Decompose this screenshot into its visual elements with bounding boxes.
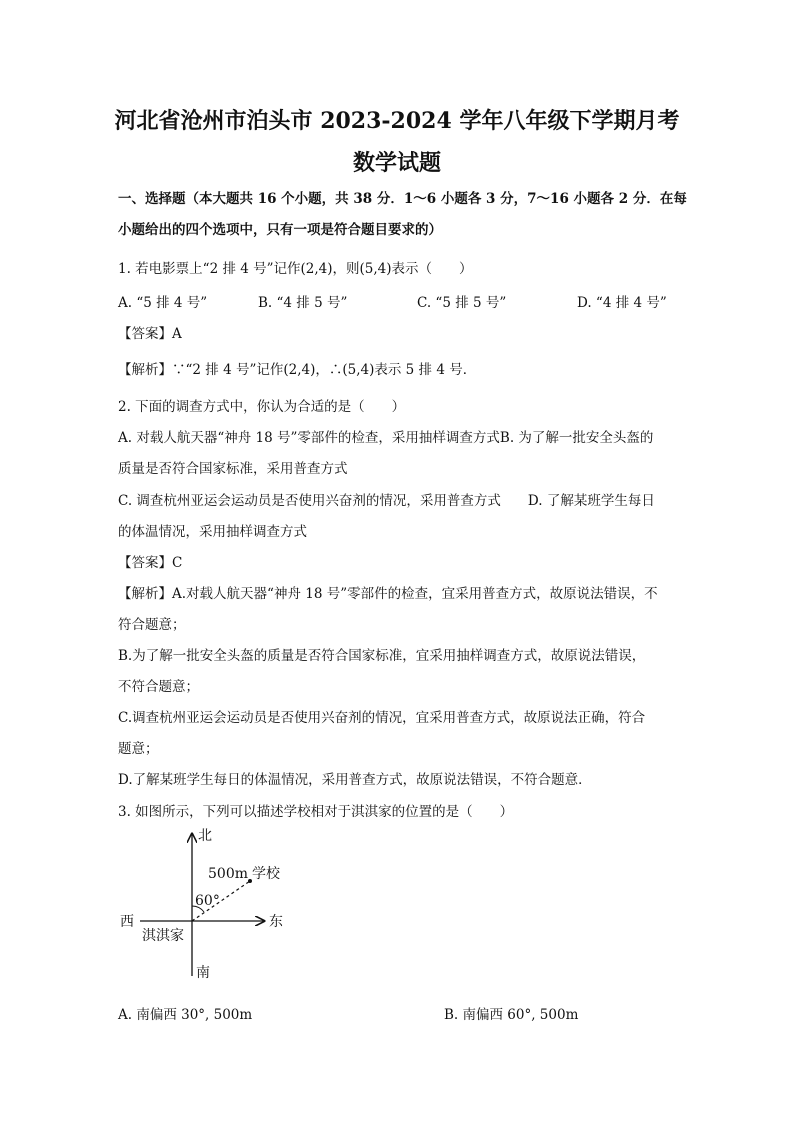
north-label: 北	[198, 828, 212, 844]
section-heading-cont: 小题给出的四个选项中，只有一项是符合题目要求的）	[118, 222, 442, 238]
section-heading: 一、选择题（本大题共 16 个小题，共 38 分．1～6 小题各 3 分，7～16 小题各 2 分．在每	[118, 191, 687, 207]
q2-analysis-line: 符合题意；	[118, 617, 186, 633]
q2-analysis-line: B.为了解一批安全头盔的质量是否符合国家标准，宜采用抽样调查方式，故原说法错误，	[118, 648, 646, 664]
q2-analysis-line: C.调查杭州亚运会运动员是否使用兴奋剂的情况，宜采用普查方式，故原说法正确，符合	[118, 710, 646, 726]
home-label: 淇淇家	[142, 928, 184, 944]
q1-option-a: A. “5 排 4 号”	[118, 295, 208, 311]
question-3-stem: 3. 如图所示，下列可以描述学校相对于淇淇家的位置的是（ ）	[118, 804, 514, 820]
q2-analysis-line: 【解析】A.对载人航天器“神舟 18 号”零部件的检查，宜采用普查方式，故原说法错误，不	[118, 586, 658, 602]
q2-option-line: 的体温情况，采用抽样调查方式	[118, 524, 307, 540]
q1-option-d: D. “4 排 4 号”	[577, 295, 667, 311]
q1-option-c: C. “5 排 5 号”	[417, 295, 507, 311]
q1-analysis: 【解析】∵“2 排 4 号”记作(2,4)，∴(5,4)表示 5 排 4 号．	[118, 362, 477, 378]
q2-analysis-line: 不符合题意；	[118, 679, 199, 695]
distance-label: 500m	[208, 866, 248, 882]
page-title: 河北省沧州市泊头市 2023-2024 学年八年级下学期月考	[114, 108, 680, 134]
school-label: 学校	[252, 866, 280, 882]
east-label: 东	[269, 914, 283, 930]
angle-label: 60°	[195, 893, 220, 909]
q3-option-b: B. 南偏西 60°, 500m	[444, 1007, 579, 1023]
page-subtitle: 数学试题	[352, 150, 441, 176]
q2-answer: 【答案】C	[118, 555, 183, 571]
q1-answer: 【答案】A	[118, 326, 182, 342]
south-label: 南	[196, 965, 210, 981]
question-2-stem: 2. 下面的调查方式中，你认为合适的是（ ）	[118, 399, 406, 415]
question-1-stem: 1. 若电影票上“2 排 4 号”记作(2,4)，则(5,4)表示（ ）	[118, 261, 473, 277]
q3-option-a: A. 南偏西 30°, 500m	[118, 1007, 253, 1023]
direction-diagram	[112, 826, 302, 986]
q2-analysis-line: 题意；	[118, 741, 159, 757]
q2-option-line: 质量是否符合国家标准，采用普查方式	[118, 461, 348, 477]
q2-option-line: C. 调查杭州亚运会运动员是否使用兴奋剂的情况，采用普查方式 D. 了解某班学生每日	[118, 493, 655, 509]
q1-option-b: B. “4 排 5 号”	[258, 295, 348, 311]
q2-analysis-line: D.了解某班学生每日的体温情况，采用普查方式，故原说法错误，不符合题意．	[118, 772, 592, 788]
q2-option-line: A. 对载人航天器“神舟 18 号”零部件的检查，采用抽样调查方式B. 为了解一批安全头盔的	[118, 430, 654, 446]
west-label: 西	[120, 914, 134, 930]
